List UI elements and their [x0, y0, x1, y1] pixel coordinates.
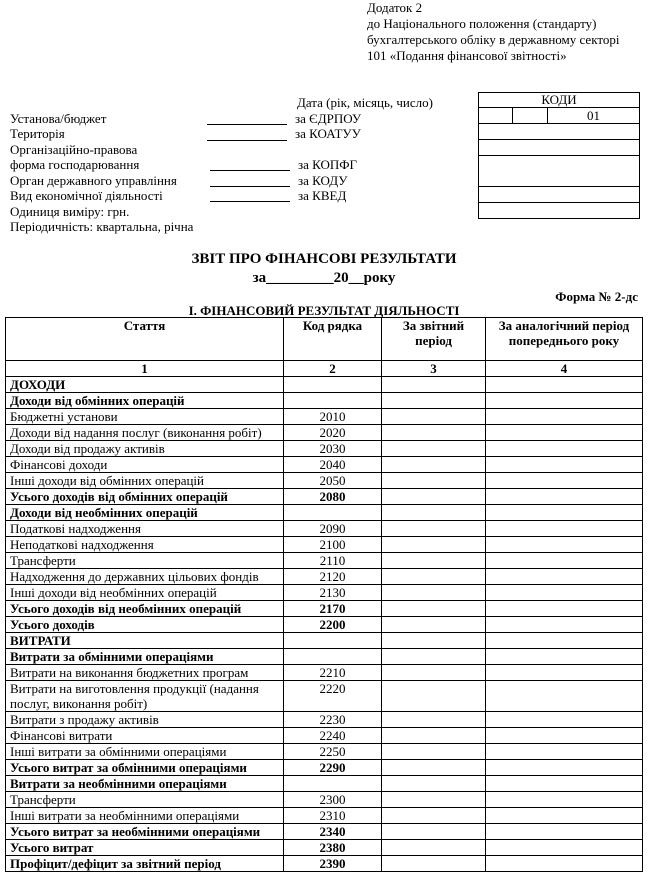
koatuu-code-cell[interactable]: [478, 139, 640, 156]
table-row: [6, 792, 643, 808]
table-row: [6, 840, 643, 856]
table-row: [6, 569, 643, 585]
row-code: 2340: [284, 824, 382, 840]
previous-period-value[interactable]: [486, 792, 643, 808]
table-row: [6, 681, 643, 712]
col-number-3: 3: [382, 361, 486, 377]
current-period-value[interactable]: [382, 760, 486, 776]
row-code: 2170: [284, 601, 382, 617]
code-label-edrpou: за ЄДРПОУ: [295, 111, 362, 126]
current-period-value[interactable]: [382, 489, 486, 505]
previous-period-value[interactable]: [486, 712, 643, 728]
col-number-4: 4: [486, 361, 643, 377]
current-period-value[interactable]: [382, 808, 486, 824]
previous-period-value[interactable]: [486, 425, 643, 441]
appendix-line-2: до Національного положення (стандарту): [367, 16, 597, 31]
row-code: 2390: [284, 856, 382, 872]
row-label: Доходи від обмінних операцій: [6, 393, 284, 409]
date-year-cell[interactable]: [478, 107, 513, 124]
periodicity-label: Періодичність: квартальна, річна: [10, 219, 194, 234]
table-row: [6, 409, 643, 425]
current-period-value[interactable]: [382, 521, 486, 537]
row-label: Фінансові витрати: [6, 728, 284, 744]
row-code: 2030: [284, 441, 382, 457]
row-label: Усього витрат за обмінними операціями: [6, 760, 284, 776]
table-row: [6, 377, 643, 393]
current-period-value[interactable]: [382, 393, 486, 409]
field-line-institution[interactable]: [207, 124, 287, 125]
row-label: Усього витрат за необмінними операціями: [6, 824, 284, 840]
code-label-kved: за КВЕД: [298, 188, 347, 203]
table-row: [6, 808, 643, 824]
row-code: 2220: [284, 681, 382, 712]
table-row: [6, 824, 643, 840]
field-line-authority[interactable]: [210, 186, 290, 187]
previous-period-value[interactable]: [486, 553, 643, 569]
field-label-territory: Територія: [10, 126, 65, 141]
previous-period-value[interactable]: [486, 856, 643, 872]
row-label: Витрати з продажу активів: [6, 712, 284, 728]
table-row: [6, 505, 643, 521]
table-row: [6, 744, 643, 760]
previous-period-value[interactable]: [486, 409, 643, 425]
row-label: Інші витрати за обмінними операціями: [6, 744, 284, 760]
row-label: Витрати на виконання бюджетних програм: [6, 665, 284, 681]
kodu-code-cell[interactable]: [478, 186, 640, 203]
unit-label: Одиниця виміру: грн.: [10, 204, 130, 219]
row-code: 2210: [284, 665, 382, 681]
current-period-value[interactable]: [382, 633, 486, 649]
table-row: [6, 617, 643, 633]
report-period: за_________20__року: [252, 270, 396, 286]
row-code: 2050: [284, 473, 382, 489]
current-period-value[interactable]: [382, 377, 486, 393]
table-row: [6, 712, 643, 728]
current-period-value[interactable]: [382, 505, 486, 521]
row-label: ВИТРАТИ: [6, 633, 284, 649]
appendix-note: [367, 0, 619, 64]
field-label-activity: Вид економічної діяльності: [10, 188, 163, 203]
row-code: 2080: [284, 489, 382, 505]
table-row: [6, 649, 643, 665]
row-label: Надходження до державних цільових фондів: [6, 569, 284, 585]
previous-period-value[interactable]: [486, 457, 643, 473]
header-row-code: Код рядка: [284, 318, 382, 361]
row-code: [284, 505, 382, 521]
header-current-period: За звітний період: [382, 318, 486, 361]
table-row: [6, 856, 643, 872]
row-label: Інші доходи від обмінних операцій: [6, 473, 284, 489]
row-label: Інші доходи від необмінних операцій: [6, 585, 284, 601]
current-period-value[interactable]: [382, 649, 486, 665]
table-row: [6, 425, 643, 441]
row-code: 2200: [284, 617, 382, 633]
previous-period-value[interactable]: [486, 840, 643, 856]
previous-period-value[interactable]: [486, 393, 643, 409]
previous-period-value[interactable]: [486, 760, 643, 776]
current-period-value[interactable]: [382, 712, 486, 728]
field-label-legal-form-2: форма господарювання: [10, 157, 140, 172]
table-row: [6, 760, 643, 776]
row-code: [284, 776, 382, 792]
row-code: 2250: [284, 744, 382, 760]
table-row: [6, 665, 643, 681]
current-period-value[interactable]: [382, 792, 486, 808]
table-row: [6, 585, 643, 601]
code-label-koatuu: за КОАТУУ: [295, 126, 361, 141]
table-row: [6, 537, 643, 553]
col-number-2: 2: [284, 361, 382, 377]
row-label: Профіцит/дефіцит за звітний період: [6, 856, 284, 872]
appendix-line-3: бухгалтерського обліку в державному секторі: [367, 32, 620, 47]
field-label-legal-form-1: Організаційно-правова: [10, 142, 138, 157]
kved-code-cell[interactable]: [478, 202, 640, 219]
date-month-cell[interactable]: [512, 107, 548, 124]
date-day-cell[interactable]: 01: [547, 107, 640, 124]
header-article: Стаття: [6, 318, 284, 361]
current-period-value[interactable]: [382, 744, 486, 760]
row-label: Бюджетні установи: [6, 409, 284, 425]
previous-period-value[interactable]: [486, 505, 643, 521]
row-label: Податкові надходження: [6, 521, 284, 537]
previous-period-value[interactable]: [486, 473, 643, 489]
current-period-value[interactable]: [382, 553, 486, 569]
previous-period-value[interactable]: [486, 776, 643, 792]
date-label: Дата (рік, місяць, число): [297, 95, 433, 110]
table-row: [6, 553, 643, 569]
current-period-value[interactable]: [382, 441, 486, 457]
appendix-line-4: 101 «Подання фінансової звітності»: [367, 48, 567, 63]
row-label: Усього витрат: [6, 840, 284, 856]
row-code: 2040: [284, 457, 382, 473]
field-line-legal-form[interactable]: [210, 170, 290, 171]
row-label: Неподаткові надходження: [6, 537, 284, 553]
row-label: Витрати за обмінними операціями: [6, 649, 284, 665]
current-period-value[interactable]: [382, 569, 486, 585]
row-code: 2110: [284, 553, 382, 569]
previous-period-value[interactable]: [486, 633, 643, 649]
table-row: [6, 489, 643, 505]
field-line-territory[interactable]: [207, 140, 287, 141]
current-period-value[interactable]: [382, 824, 486, 840]
row-code: 2240: [284, 728, 382, 744]
row-code: 2130: [284, 585, 382, 601]
row-label: Інші витрати за необмінними операціями: [6, 808, 284, 824]
kopfg-code-cell[interactable]: [478, 155, 640, 187]
previous-period-value[interactable]: [486, 649, 643, 665]
row-label: Доходи від продажу активів: [6, 441, 284, 457]
previous-period-value[interactable]: [486, 744, 643, 760]
financial-results-table: [5, 317, 643, 872]
previous-period-value[interactable]: [486, 537, 643, 553]
row-label: Доходи від необмінних операцій: [6, 505, 284, 521]
row-code: 2100: [284, 537, 382, 553]
previous-period-value[interactable]: [486, 681, 643, 712]
edrpou-code-cell[interactable]: [478, 123, 640, 140]
row-code: [284, 649, 382, 665]
row-code: [284, 393, 382, 409]
row-label: Усього доходів: [6, 617, 284, 633]
row-code: [284, 633, 382, 649]
current-period-value[interactable]: [382, 617, 486, 633]
row-label: Витрати за необмінними операціями: [6, 776, 284, 792]
row-code: 2290: [284, 760, 382, 776]
previous-period-value[interactable]: [486, 377, 643, 393]
current-period-value[interactable]: [382, 840, 486, 856]
current-period-value[interactable]: [382, 665, 486, 681]
row-code: 2300: [284, 792, 382, 808]
row-code: 2230: [284, 712, 382, 728]
header-previous-period: За аналогічний період попереднього року: [486, 318, 643, 361]
appendix-line-1: Додаток 2: [367, 0, 423, 15]
current-period-value[interactable]: [382, 425, 486, 441]
table-row: [6, 728, 643, 744]
row-code: 2120: [284, 569, 382, 585]
table-row: [6, 393, 643, 409]
row-code: [284, 377, 382, 393]
field-label-authority: Орган державного управління: [10, 173, 177, 188]
previous-period-value[interactable]: [486, 489, 643, 505]
table-row: [6, 441, 643, 457]
row-code: 2020: [284, 425, 382, 441]
table-row: [6, 601, 643, 617]
previous-period-value[interactable]: [486, 808, 643, 824]
previous-period-value[interactable]: [486, 665, 643, 681]
col-number-1: 1: [6, 361, 284, 377]
field-label-institution: Установа/бюджет: [10, 111, 107, 126]
row-code: 2010: [284, 409, 382, 425]
current-period-value[interactable]: [382, 537, 486, 553]
section-title: І. ФІНАНСОВИЙ РЕЗУЛЬТАТ ДІЯЛЬНОСТІ: [188, 303, 460, 318]
previous-period-value[interactable]: [486, 728, 643, 744]
current-period-value[interactable]: [382, 776, 486, 792]
row-code: 2310: [284, 808, 382, 824]
table-row: [6, 457, 643, 473]
table-row: [6, 473, 643, 489]
previous-period-value[interactable]: [486, 441, 643, 457]
row-label: Трансферти: [6, 792, 284, 808]
form-number: Форма № 2-дс: [555, 289, 638, 304]
previous-period-value[interactable]: [486, 824, 643, 840]
row-label: Доходи від надання послуг (виконання робіт): [6, 425, 284, 441]
row-label: Витрати на виготовлення продукції (надання послуг, виконання робіт): [6, 681, 284, 712]
row-label: Фінансові доходи: [6, 457, 284, 473]
report-title: ЗВІТ ПРО ФІНАНСОВІ РЕЗУЛЬТАТИ: [191, 251, 457, 267]
table-row: [6, 776, 643, 792]
table-row: [6, 633, 643, 649]
previous-period-value[interactable]: [486, 569, 643, 585]
previous-period-value[interactable]: [486, 585, 643, 601]
code-label-kopfg: за КОПФГ: [298, 157, 358, 172]
current-period-value[interactable]: [382, 409, 486, 425]
table-body: [6, 377, 643, 872]
row-label: Усього доходів від обмінних операцій: [6, 489, 284, 505]
table-row: [6, 521, 643, 537]
row-label: Трансферти: [6, 553, 284, 569]
current-period-value[interactable]: [382, 856, 486, 872]
previous-period-value[interactable]: [486, 521, 643, 537]
codes-header: КОДИ: [478, 92, 640, 108]
row-label: Усього доходів від необмінних операцій: [6, 601, 284, 617]
current-period-value[interactable]: [382, 473, 486, 489]
current-period-value[interactable]: [382, 681, 486, 712]
previous-period-value[interactable]: [486, 601, 643, 617]
current-period-value[interactable]: [382, 457, 486, 473]
row-label: ДОХОДИ: [6, 377, 284, 393]
row-code: 2380: [284, 840, 382, 856]
current-period-value[interactable]: [382, 585, 486, 601]
field-line-activity[interactable]: [210, 201, 290, 202]
code-label-kodu: за КОДУ: [298, 173, 348, 188]
current-period-value[interactable]: [382, 601, 486, 617]
previous-period-value[interactable]: [486, 617, 643, 633]
row-code: 2090: [284, 521, 382, 537]
current-period-value[interactable]: [382, 728, 486, 744]
